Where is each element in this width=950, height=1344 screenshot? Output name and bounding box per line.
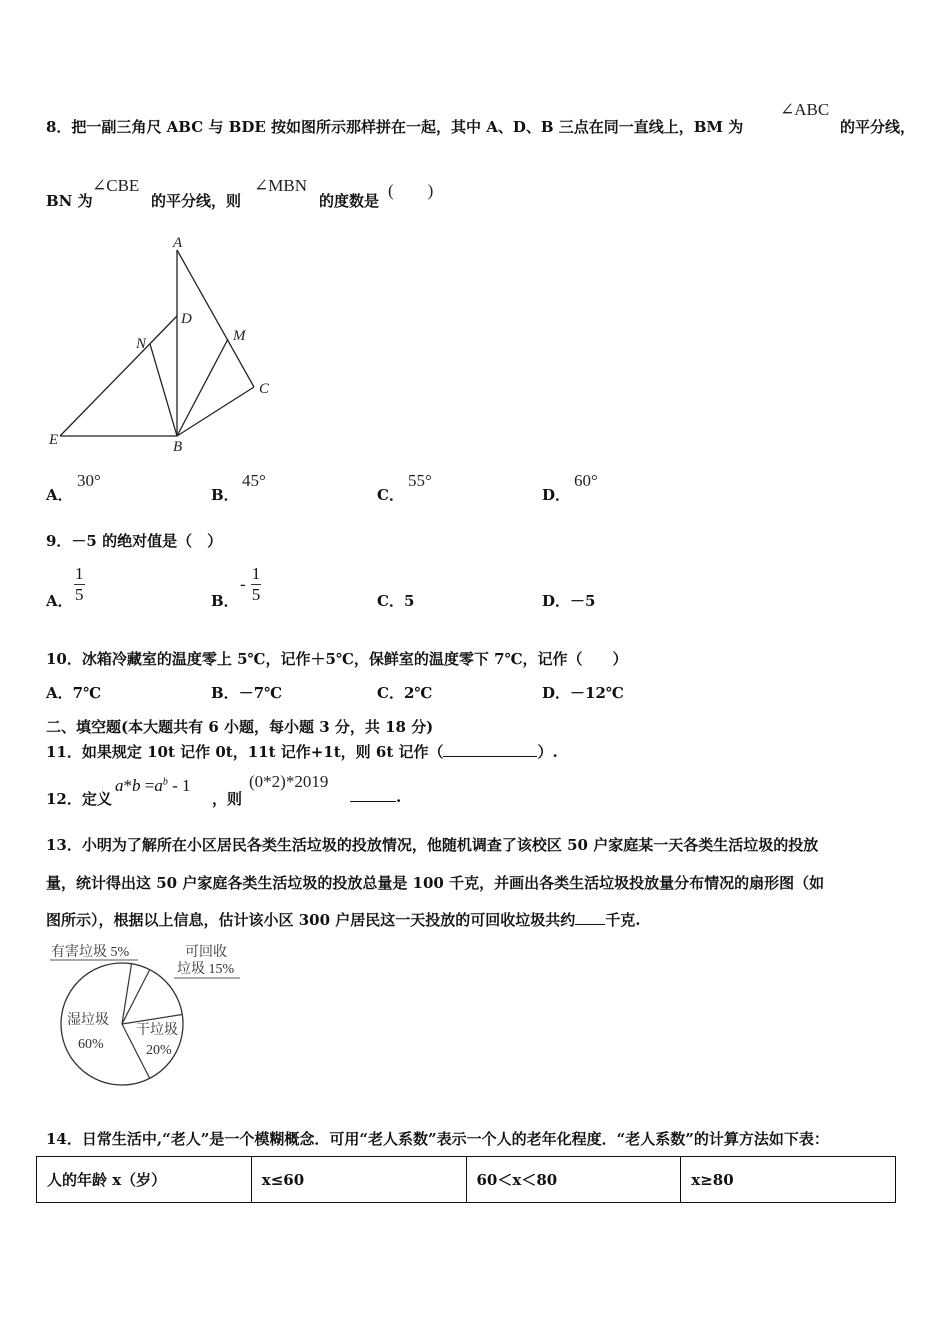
garbage-pie-chart — [40, 938, 260, 1098]
q8-angle-cbe: ∠CBE — [92, 176, 140, 195]
q8-option-c: C． — [377, 486, 404, 504]
q13-line2: 量，统计得出这 50 户家庭各类生活垃圾的投放总量是 100 千克，并画出各类生活垃圾投放量分布情况的扇形图（如 — [46, 874, 825, 892]
q8-option-b-value: 45° — [242, 471, 266, 490]
q9-option-a-fraction — [74, 564, 85, 605]
q11: 11．如果规定 10t 记作 0t，11t 记作+1t，则 6t 记作（ ）. — [46, 743, 558, 761]
q10-option-d: D．－12℃ — [542, 684, 624, 702]
label-a: A — [173, 235, 183, 251]
q8-line2-end: 的度数是 — [319, 192, 380, 210]
line-cb — [177, 387, 254, 436]
q12-formula: $a*b =a^b - 1$ — [115, 776, 191, 795]
label-d: D — [181, 311, 192, 327]
label-n: N — [136, 336, 147, 352]
table-cell-le60: x≤60 — [251, 1157, 466, 1203]
q8-option-a-value: 30° — [77, 471, 101, 490]
q8-option-c-value: 55° — [408, 471, 432, 490]
fraction-numerator: 1 — [75, 564, 84, 583]
q9-option-d: D．－5 — [542, 592, 596, 610]
q8-triangle-figure — [40, 232, 290, 457]
q9-option-c: C．5 — [377, 592, 415, 610]
pie-label-dry-line1: 干垃圾 — [136, 1023, 178, 1038]
q8-option-d-value: 60° — [574, 471, 598, 490]
table-cell-60-80: 60＜x＜80 — [466, 1157, 681, 1203]
q10-option-c: C．2℃ — [377, 684, 433, 702]
pie-label-recycle-line1: 可回收 — [185, 945, 227, 960]
table-row — [37, 1157, 896, 1203]
q10-option-b: B．－7℃ — [211, 684, 283, 702]
answer-blank — [575, 924, 605, 925]
q13-line3: 图所示），根据以上信息，估计该小区 300 户居民这一天投放的可回收垃圾共约 千克. — [46, 911, 641, 929]
q12-start: 12．定义 — [46, 790, 112, 808]
fraction-numerator: 1 — [251, 564, 261, 583]
pie-label-wet-line2: 60% — [78, 1037, 104, 1052]
q8-angle-abc: ∠ABC — [780, 100, 830, 119]
q8-line2-mid: 的平分线，则 — [151, 192, 242, 210]
table-cell-ge80: x≥80 — [681, 1157, 896, 1203]
q9-option-a: A． — [46, 592, 73, 610]
q8-option-b: B． — [211, 486, 239, 504]
q12-blank: . — [350, 788, 401, 806]
q8-line2-start: BN 为 — [46, 192, 93, 210]
q8-option-d: D． — [542, 486, 571, 504]
minus-sign: - — [240, 574, 246, 594]
q8-line1-end: 的平分线， — [840, 118, 916, 136]
q10-option-a: A．7℃ — [46, 684, 102, 702]
line-mb — [177, 339, 228, 436]
section-title: 二、填空题(本大题共有 6 小题，每小题 3 分，共 18 分) — [46, 718, 434, 736]
q13-line1: 13．小明为了解所在小区居民各类生活垃圾的投放情况，他随机调查了该校区 50 户家庭某一天各类生活垃圾的投放 — [46, 836, 819, 854]
fraction-denominator: 5 — [251, 585, 261, 604]
label-m: M — [233, 328, 246, 344]
q8-line1: 8．把一副三角尺 ABC 与 BDE 按如图所示那样拼在一起，其中 A、D、B 三点在同一直线上，BM 为 — [46, 118, 744, 136]
pie-label-wet-line1: 湿垃圾 — [67, 1013, 109, 1028]
q8-answer-paren: ( ) — [388, 181, 434, 200]
answer-blank — [350, 801, 396, 802]
q8-angle-mbn: ∠MBN — [254, 176, 307, 195]
label-c: C — [259, 381, 270, 397]
q14-text: 14．日常生活中,“老人”是一个模糊概念．可用“老人系数”表示一个人的老年化程度．“老人系数”的计算方法如下表： — [46, 1130, 829, 1148]
q9-option-b-fraction — [240, 564, 261, 605]
line-nb — [150, 344, 177, 436]
fraction-denominator: 5 — [75, 585, 84, 604]
q10-stem: 10．冰箱冷藏室的温度零上 5℃，记作＋5℃，保鲜室的温度零下 7℃，记作（ ） — [46, 650, 628, 668]
pie-label-dry-line2: 20% — [146, 1043, 172, 1058]
q9-option-b: B． — [211, 592, 239, 610]
old-age-coefficient-table — [36, 1156, 896, 1203]
answer-blank — [443, 756, 537, 757]
table-cell-age: 人的年龄 x（岁） — [37, 1157, 252, 1203]
pie-label-hazard: 有害垃圾 5% — [51, 945, 130, 960]
q9-stem: 9．－5 的绝对值是（ ） — [46, 532, 223, 550]
q12-expression: (0*2)*2019 — [249, 772, 329, 791]
label-b: B — [173, 439, 183, 455]
q8-option-a: A． — [46, 486, 73, 504]
pie-label-recycle-line2: 垃圾 15% — [177, 962, 235, 977]
label-e: E — [49, 432, 59, 448]
q12-comma: ，则 — [212, 790, 243, 808]
